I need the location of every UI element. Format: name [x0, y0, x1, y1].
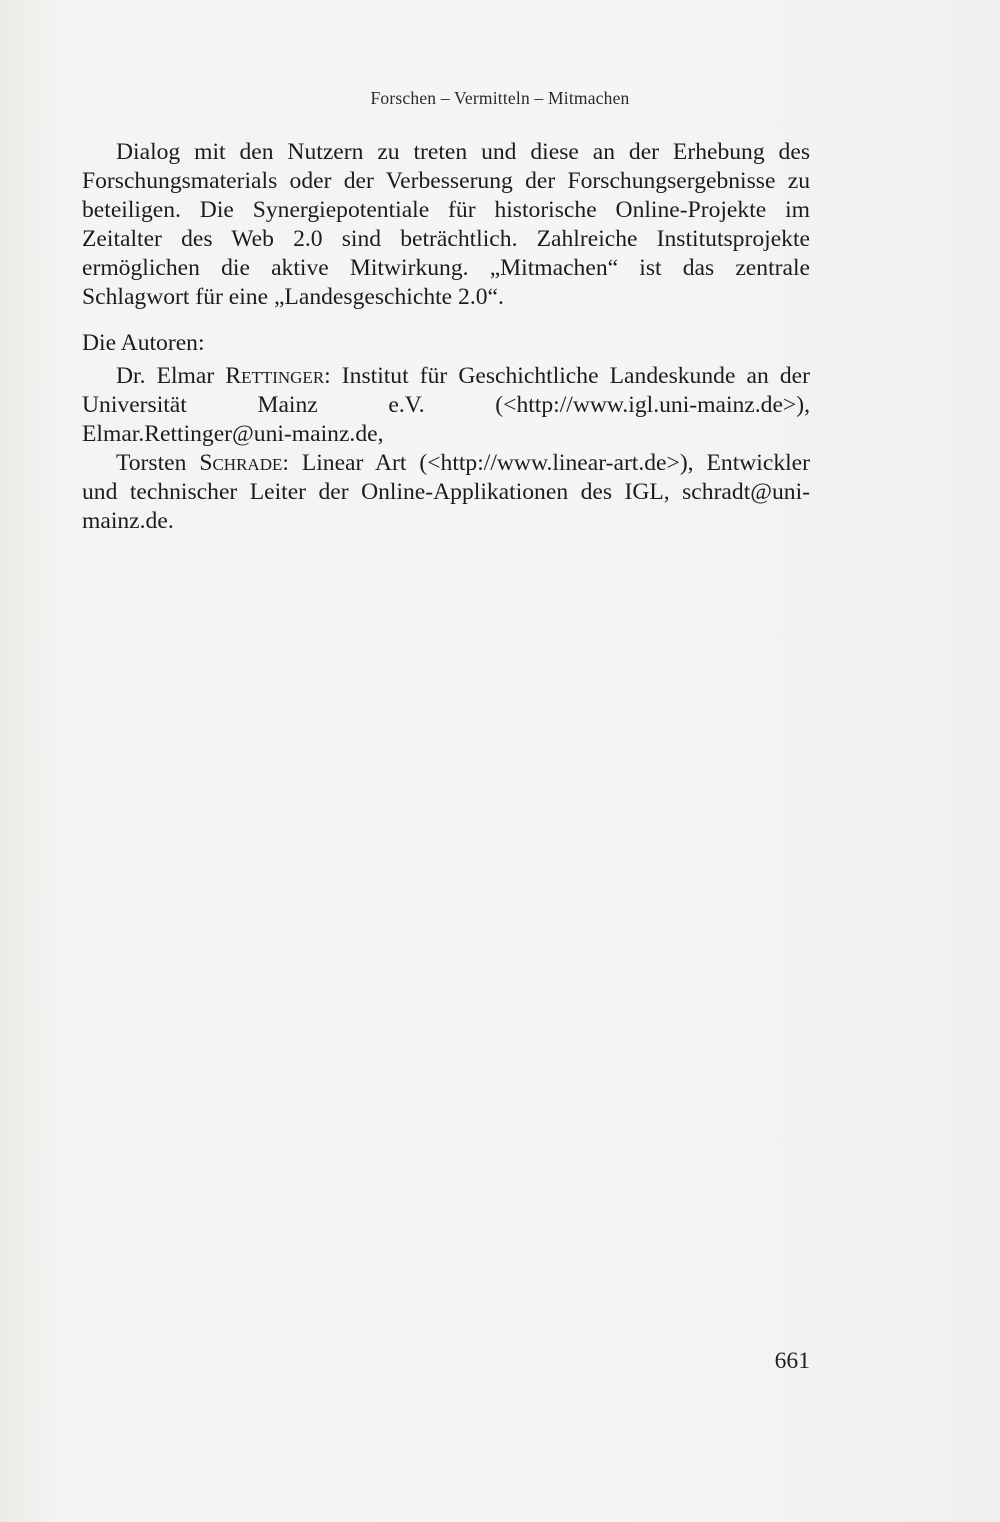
- body-paragraph: Dialog mit den Nutzern zu treten und diese an der Erhebung des Forschungsmaterials oder der Verbesserung der Forschungsergebnisse zu beteiligen. Die Synergiepotentiale für historische Online-Projekte im Zeitalter des Web 2.0 sind beträchtlich. Zahlreiche Institutsprojekte ermöglichen die aktive Mitwirkung. „Mitmachen“ ist das zentrale Schlagwort für eine „Landesgeschichte 2.0“.: [82, 139, 810, 310]
- author-surname: Schrade: [199, 450, 283, 476]
- author-entry-schrade: [82, 449, 810, 536]
- author-details: : Institut für Geschichtliche Landeskunde an der Universität Mainz e.V. (<http://www.igl.uni-mainz.de>), Elmar.Rettinger@uni-mainz.de,: [82, 363, 811, 447]
- author-details: : Linear Art (<http://www.linear-art.de>), Entwickler und technischer Leiter der Online-Applikationen des IGL, schradt@uni-mainz.de.: [82, 450, 811, 534]
- author-prefix: Dr. Elmar: [116, 363, 226, 389]
- author-surname: Rettinger: [225, 363, 325, 389]
- author-prefix: Torsten: [116, 450, 200, 476]
- author-entry-rettinger: [82, 362, 810, 449]
- authors-heading: Die Autoren:: [82, 330, 205, 356]
- text-block: [82, 138, 810, 536]
- page-number: 661: [774, 1348, 810, 1374]
- running-head: Forschen – Vermitteln – Mitmachen: [370, 88, 630, 108]
